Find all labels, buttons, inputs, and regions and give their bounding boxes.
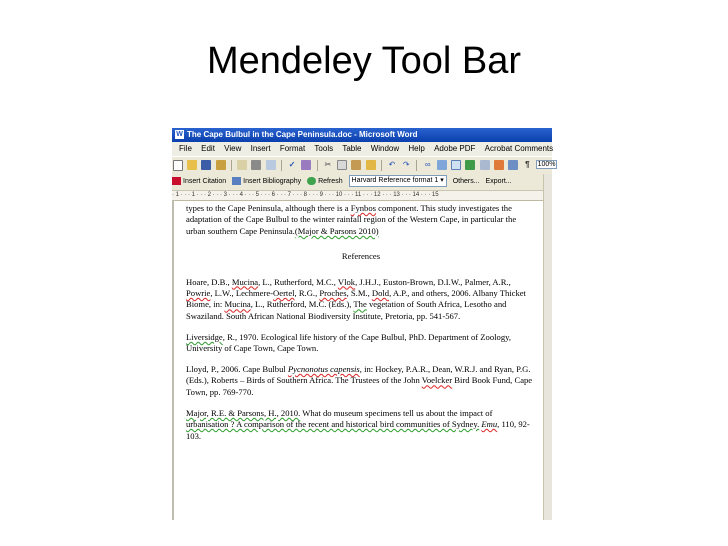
columns-icon[interactable] bbox=[480, 160, 490, 170]
undo-icon[interactable]: ↶ bbox=[388, 160, 396, 169]
toolbar-separator bbox=[416, 160, 417, 171]
redo-icon[interactable]: ↷ bbox=[402, 160, 410, 169]
menu-file[interactable]: File bbox=[179, 144, 192, 153]
menu-bar bbox=[172, 142, 552, 156]
mendeley-icon bbox=[172, 177, 181, 185]
format-painter-icon[interactable] bbox=[366, 160, 376, 170]
menu-table[interactable]: Table bbox=[342, 144, 362, 153]
cut-icon[interactable]: ✂ bbox=[324, 160, 332, 169]
refresh-label: Refresh bbox=[318, 178, 343, 185]
others-button[interactable]: Others... bbox=[452, 178, 480, 185]
refresh-icon bbox=[307, 177, 316, 185]
mendeley-toolbar bbox=[172, 174, 552, 191]
citation-field: (Major & Parsons 2010) bbox=[294, 225, 379, 236]
print-preview-icon[interactable] bbox=[266, 160, 276, 170]
insert-citation-button[interactable] bbox=[172, 174, 226, 190]
menu-insert[interactable]: Insert bbox=[250, 144, 271, 153]
slide-title: Mendeley Tool Bar bbox=[206, 40, 522, 82]
page-left-edge bbox=[172, 200, 174, 520]
vertical-scrollbar[interactable] bbox=[543, 174, 552, 520]
insert-bibliography-label: Insert Bibliography bbox=[243, 178, 302, 185]
word-app-icon: W bbox=[176, 131, 183, 139]
insert-citation-label: Insert Citation bbox=[183, 178, 227, 185]
toolbar-separator bbox=[381, 160, 382, 171]
bibliography-icon bbox=[232, 177, 241, 185]
tables-borders-icon[interactable] bbox=[437, 160, 447, 170]
word-window-screenshot bbox=[172, 128, 556, 520]
document-body[interactable] bbox=[186, 203, 536, 452]
hyperlink-icon[interactable]: ∞ bbox=[424, 160, 431, 169]
insert-table-icon[interactable] bbox=[451, 160, 461, 170]
print-icon[interactable] bbox=[251, 160, 261, 170]
reference-liversidge: Liversidge, R., 1970. Ecological life history of the Cape Bulbul, PhD. Department of Zoology, University of Cape Town, Cape Town. bbox=[186, 331, 512, 354]
reference-lloyd: Lloyd, P., 2006. Cape Bulbul Pycnonotus capensis, in: Hockey, P.A.R., Dean, W.R.J. and Ryan, P.G. (Eds.), Roberts – Birds of Southern Africa. The Trustees of the John Voelcker Bird Book Fund, Cape Town, pp. 769-770. bbox=[186, 364, 533, 397]
menu-tools[interactable]: Tools bbox=[314, 144, 334, 153]
chevron-down-icon: ▾ bbox=[440, 177, 444, 185]
export-button[interactable]: Export... bbox=[485, 178, 512, 185]
spelling-icon[interactable]: ✓ bbox=[288, 160, 296, 169]
toolbar-separator bbox=[317, 160, 318, 171]
new-document-icon[interactable] bbox=[173, 160, 183, 171]
standard-toolbar bbox=[172, 156, 556, 175]
menu-window[interactable]: Window bbox=[370, 144, 400, 153]
zoom-combo[interactable]: 100% bbox=[537, 161, 556, 168]
open-icon[interactable] bbox=[187, 160, 197, 170]
toolbar-separator bbox=[281, 160, 282, 171]
references-heading: References bbox=[341, 251, 381, 262]
menu-adobe-pdf[interactable]: Adobe PDF bbox=[434, 144, 476, 153]
copy-icon[interactable] bbox=[337, 160, 347, 170]
save-icon[interactable] bbox=[201, 160, 211, 170]
fynbos-word: Fynbos bbox=[350, 203, 376, 213]
reference-hoare: Hoare, D.B., Mucina, L., Rutherford, M.C., Vlok, J.H.J., Euston-Brown, D.I.W., Palmer, A.R., Powrie, L.W., Lechmere-Oertel, R.G., Proches, S.M., Dold, A.P., and others, 2006. Albany Thicket Biome, in: Mucina, L., Rutherford, M.C. (Eds.), The vegetation of South Africa, Lesotho and Swaziland. South African National Biodiversity Institute, Pretoria, pp. 541-567. bbox=[186, 276, 526, 321]
intro-paragraph: types to the Cape Peninsula, although there is a Fynbos component. This study investigates the adaptation of the Cape Bulbul to the winter rainfall region of the Western Cape, in particular the urban southern Cape Peninsula.(Major & Parsons 2010) bbox=[186, 203, 517, 236]
menu-acrobat-comments[interactable]: Acrobat Comments bbox=[484, 144, 554, 153]
email-icon[interactable] bbox=[237, 160, 247, 170]
menu-format[interactable]: Format bbox=[279, 144, 306, 153]
window-title: The Cape Bulbul in the Cape Peninsula.doc - Microsoft Word bbox=[187, 130, 418, 139]
menu-help[interactable]: Help bbox=[408, 144, 425, 153]
refresh-button[interactable] bbox=[307, 174, 343, 190]
citation-style-select[interactable] bbox=[349, 175, 447, 187]
insert-bibliography-button[interactable] bbox=[232, 174, 301, 190]
menu-view[interactable]: View bbox=[224, 144, 242, 153]
insert-excel-icon[interactable] bbox=[465, 160, 475, 170]
citation-style-value: Harvard Reference format 1 bbox=[351, 177, 439, 185]
toolbar-separator bbox=[231, 160, 232, 171]
drawing-icon[interactable] bbox=[494, 160, 504, 170]
ruler: · 1 · · · 1 · · · 2 · · · 3 · · · 4 · · · 5 · · · 6 · · · 7 · · · 8 · · · 9 · · · 10 · · · 11 · · · 12 · · · 13 · · · 14 · · · 15 bbox=[172, 191, 544, 201]
reference-major: Major, R.E. & Parsons, H., 2010. What do museum specimens tell us about the impact of urbanisation ? A comparison of the recent and historical bird communities of Sydney. Emu, 110, 92-103. bbox=[186, 407, 530, 441]
permission-icon[interactable] bbox=[216, 160, 226, 170]
document-map-icon[interactable] bbox=[508, 160, 518, 170]
window-titlebar bbox=[172, 128, 552, 142]
menu-edit[interactable]: Edit bbox=[201, 144, 215, 153]
research-icon[interactable] bbox=[301, 160, 311, 170]
show-hide-icon[interactable]: ¶ bbox=[525, 160, 530, 169]
paste-icon[interactable] bbox=[351, 160, 361, 170]
